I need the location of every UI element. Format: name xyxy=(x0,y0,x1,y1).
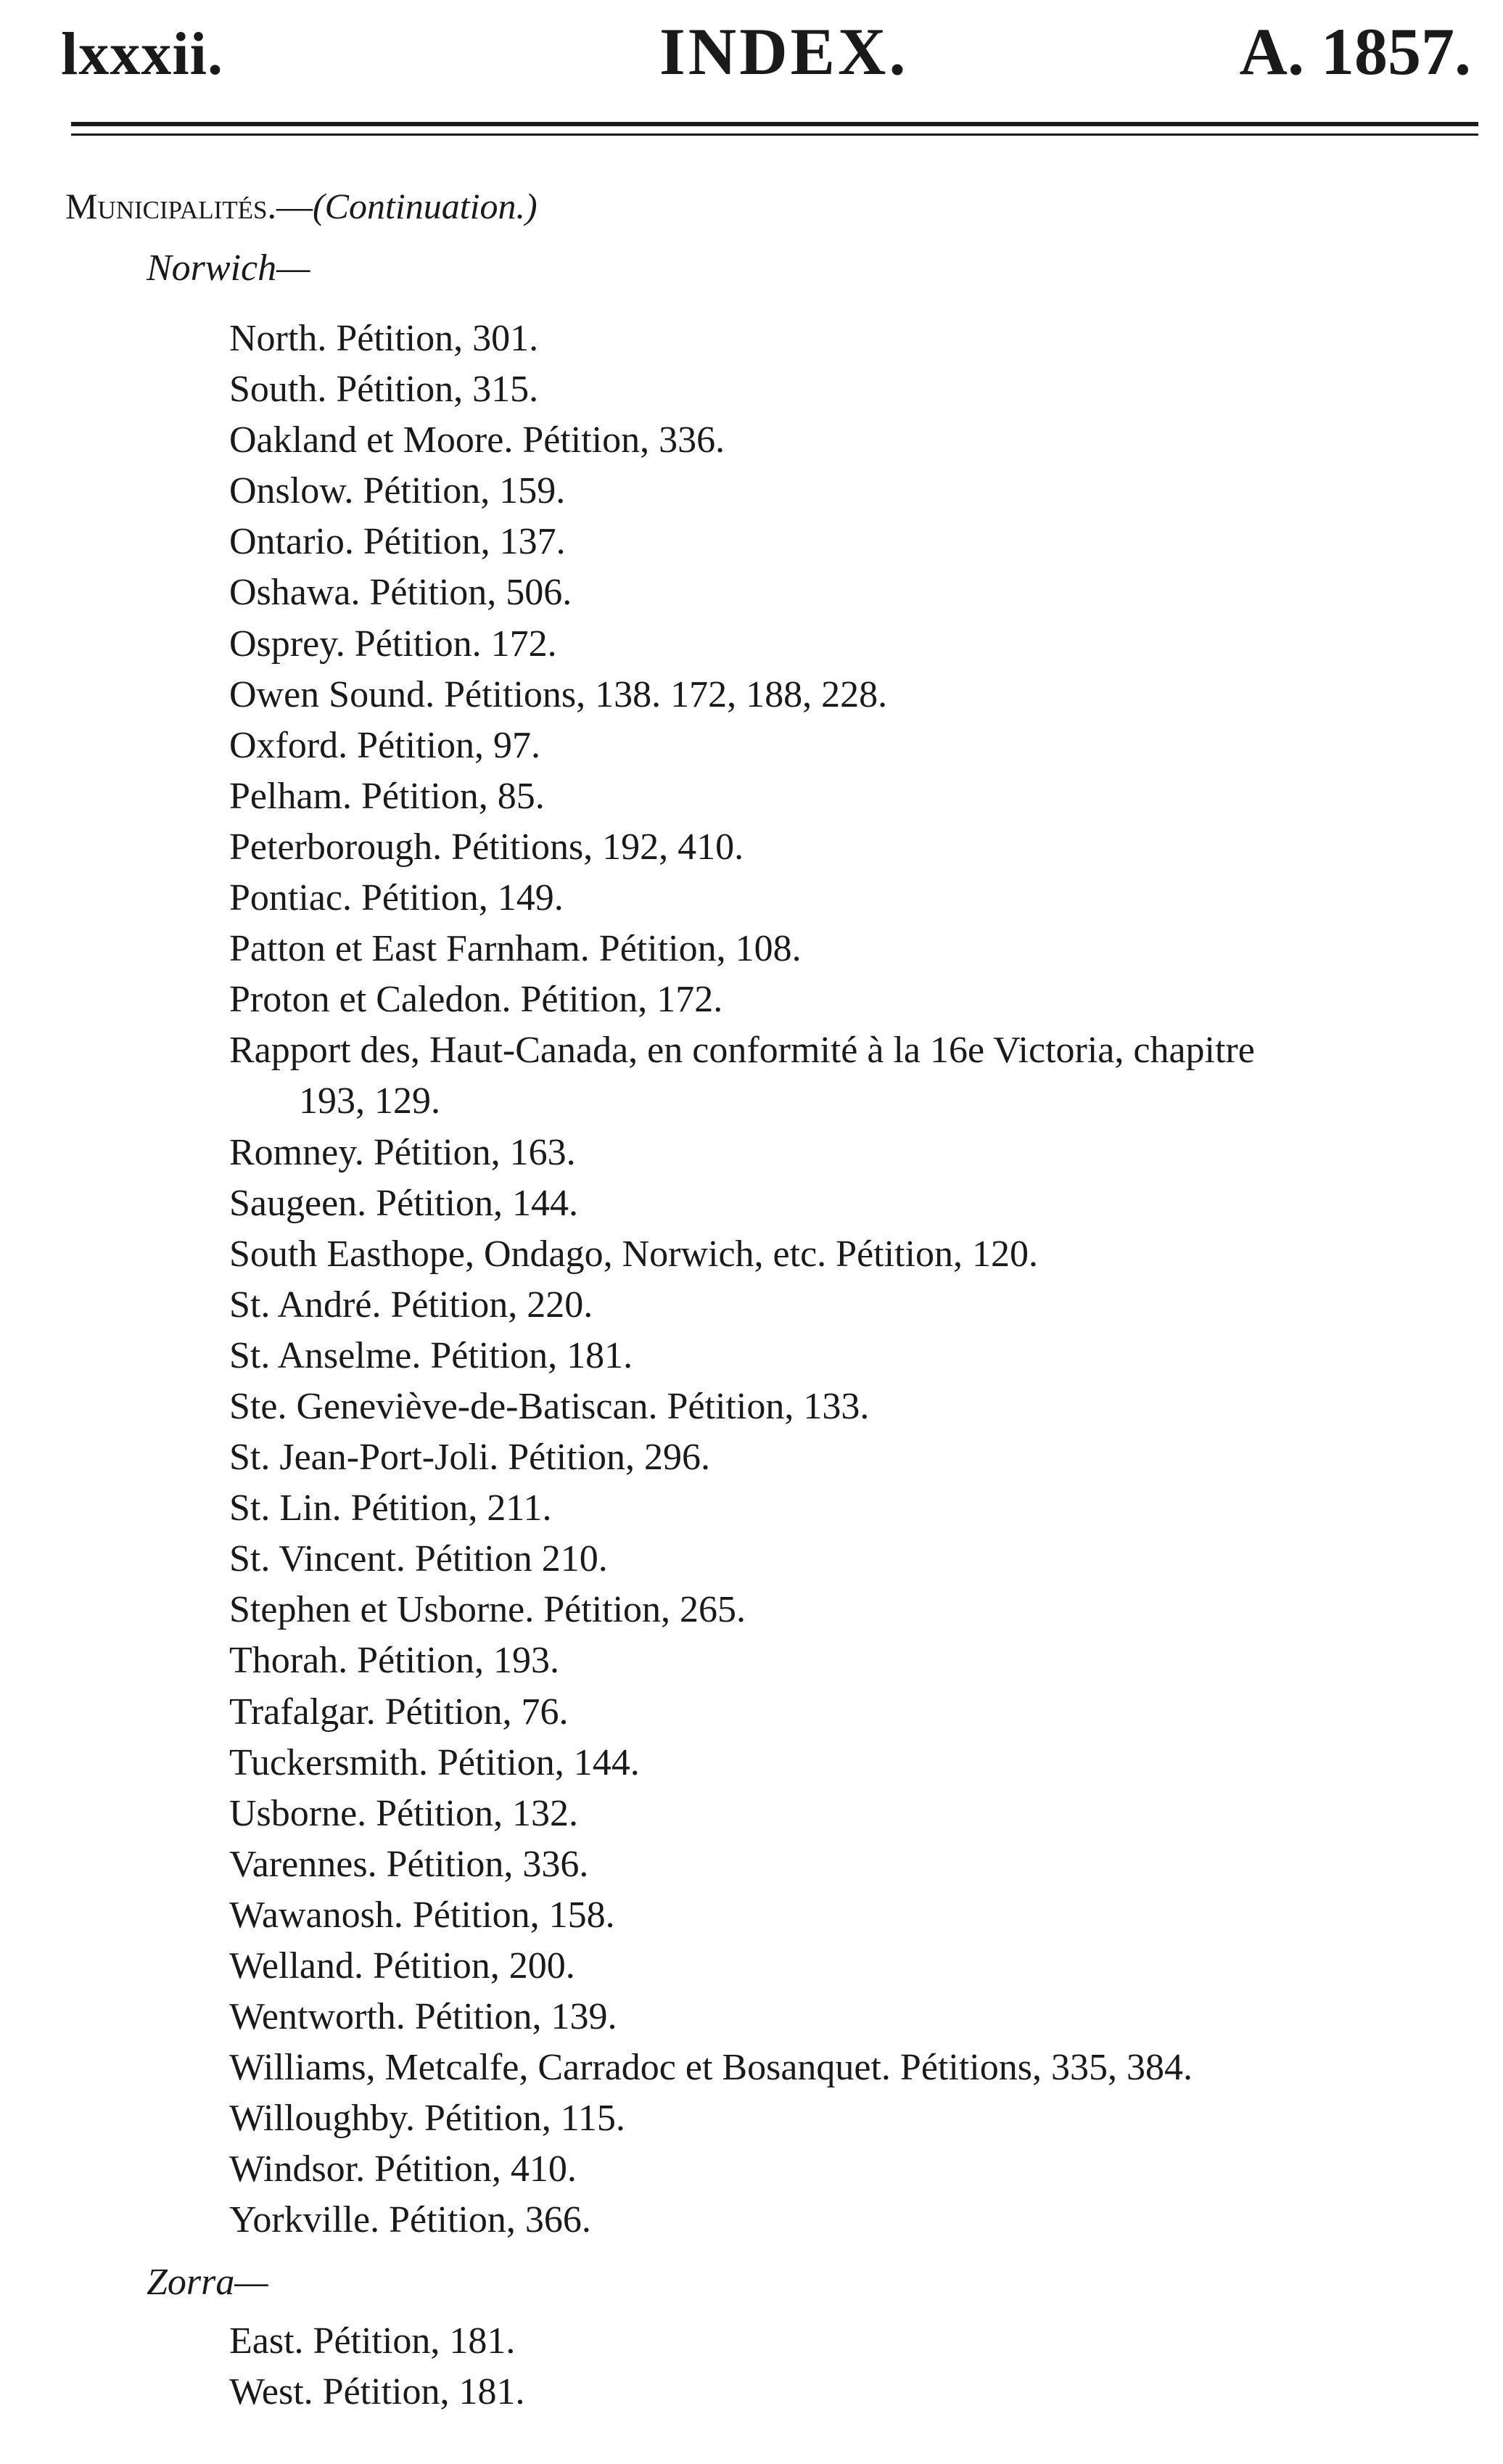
index-entry xyxy=(229,1381,1255,1432)
page-header xyxy=(61,13,1471,100)
index-entry-text: St. Jean-Port-Joli. Pétition, 296. xyxy=(229,1437,710,1479)
index-entry-text: St. Lin. Pétition, 211. xyxy=(229,1487,552,1529)
running-title: INDEX. xyxy=(659,15,909,89)
index-entry-text: Ontario. Pétition, 137. xyxy=(229,521,566,563)
index-entry-text: Stephen et Usborne. Pétition, 265. xyxy=(229,1589,746,1631)
index-entry-text: Welland. Pétition, 200. xyxy=(229,1945,575,1987)
index-entry xyxy=(229,1992,1255,2042)
index-entry-text: Tuckersmith. Pétition, 144. xyxy=(229,1741,640,1783)
index-entry-text: Peterborough. Pétitions, 192, 410. xyxy=(229,826,744,868)
index-entry-text: Wentworth. Pétition, 139. xyxy=(229,1996,617,2038)
index-entry-text: Williams, Metcalfe, Carradoc et Bosanquet. Pétitions, 335, 384. xyxy=(229,2047,1193,2089)
header-rule-thin xyxy=(71,134,1478,136)
index-entry-text: Patton et East Farnham. Pétition, 108. xyxy=(229,928,802,970)
index-entry-text: St. Vincent. Pétition 210. xyxy=(229,1538,608,1580)
index-entry xyxy=(229,670,1255,720)
index-entry xyxy=(229,517,1255,567)
index-entry-text: West. Pétition, 181. xyxy=(229,2371,525,2413)
index-entry-text: Usborne. Pétition, 132. xyxy=(229,1792,578,1834)
index-entry-text: Onslow. Pétition, 159. xyxy=(229,470,566,512)
index-entry-text: Thorah. Pétition, 193. xyxy=(229,1640,559,1682)
index-entry xyxy=(229,1432,1255,1483)
index-entry-text: South. Pétition, 315. xyxy=(229,369,539,411)
index-entry-text: North. Pétition, 301. xyxy=(229,318,539,359)
index-entry xyxy=(229,974,1255,1025)
index-entry-text: Oxford. Pétition, 97. xyxy=(229,724,540,766)
index-entry xyxy=(229,1331,1255,1381)
index-entry-text: Trafalgar. Pétition, 76. xyxy=(229,1691,569,1733)
index-entry xyxy=(229,873,1255,924)
index-entry xyxy=(229,822,1255,873)
index-entry xyxy=(229,567,1255,618)
section-continuation: (Continuation.) xyxy=(312,186,538,226)
index-entry-text: Osprey. Pétition. 172. xyxy=(229,623,557,665)
index-entry xyxy=(229,1738,1255,1789)
index-entry-text: East. Pétition, 181. xyxy=(229,2320,516,2362)
index-entry xyxy=(229,619,1255,670)
index-entry xyxy=(229,415,1255,466)
index-entry xyxy=(229,2144,1255,2195)
index-entry xyxy=(229,1890,1255,1941)
index-entry-text: South Easthope, Ondago, Norwich, etc. Pétition, 120. xyxy=(229,1233,1038,1275)
index-entry xyxy=(229,1025,1255,1127)
index-entry xyxy=(229,364,1255,415)
index-entry xyxy=(229,1229,1255,1280)
entry-list-norwich xyxy=(229,313,1255,2246)
index-entry-text: Proton et Caledon. Pétition, 172. xyxy=(229,979,723,1021)
index-entry-text: Yorkville. Pétition, 366. xyxy=(229,2199,591,2241)
header-rule-thick xyxy=(71,122,1478,126)
index-entry xyxy=(229,1280,1255,1331)
index-entry-text: Willoughby. Pétition, 115. xyxy=(229,2098,625,2140)
index-entry xyxy=(229,720,1255,771)
section-heading: Municipalités.—(Continuation.) xyxy=(65,186,538,226)
index-entry xyxy=(229,2042,1255,2093)
index-entry-text: Ste. Geneviève-de-Batiscan. Pétition, 133. xyxy=(229,1385,870,1427)
index-entry-text: Wawanosh. Pétition, 158. xyxy=(229,1894,615,1936)
index-entry xyxy=(229,313,1255,364)
index-entry xyxy=(229,1687,1255,1738)
section-heading-text: Municipalités. xyxy=(65,186,276,226)
index-entry-text: Saugeen. Pétition, 144. xyxy=(229,1182,578,1224)
index-entry-text: Oshawa. Pétition, 506. xyxy=(229,572,572,614)
index-entry-text: Owen Sound. Pétitions, 138. 172, 188, 228. xyxy=(229,673,888,715)
index-entry xyxy=(229,1483,1255,1534)
group-heading-norwich: Norwich— xyxy=(147,247,310,289)
index-entry-text: Rapport des, Haut-Canada, en conformité à la 16e Victoria, chapitre xyxy=(229,1030,1255,1072)
index-entry xyxy=(229,2316,524,2367)
index-entry xyxy=(229,924,1255,974)
entry-list-zorra xyxy=(229,2316,524,2418)
index-entry-text: St. André. Pétition, 220. xyxy=(229,1284,593,1326)
index-entry-text: Oakland et Moore. Pétition, 336. xyxy=(229,419,725,461)
index-entry-text: St. Anselme. Pétition, 181. xyxy=(229,1334,633,1376)
index-entry xyxy=(229,771,1255,822)
index-entry xyxy=(229,2093,1255,2144)
index-entry-text: Romney. Pétition, 163. xyxy=(229,1131,576,1173)
index-entry xyxy=(229,1585,1255,1635)
index-entry-text: Pontiac. Pétition, 149. xyxy=(229,877,564,919)
index-entry-text: Windsor. Pétition, 410. xyxy=(229,2148,577,2190)
index-entry xyxy=(229,1839,1255,1890)
index-entry xyxy=(229,466,1255,517)
index-entry xyxy=(229,2367,524,2418)
index-entry-text: Pelham. Pétition, 85. xyxy=(229,775,545,817)
group-heading-zorra: Zorra— xyxy=(147,2262,268,2303)
page-number: lxxxii. xyxy=(61,20,224,88)
index-entry-continuation: 193, 129. xyxy=(299,1080,440,1122)
index-entry xyxy=(229,1635,1255,1686)
index-entry xyxy=(229,2195,1255,2246)
session-year: A. 1857. xyxy=(1239,15,1471,89)
index-entry xyxy=(229,1128,1255,1178)
index-entry-text: Varennes. Pétition, 336. xyxy=(229,1843,589,1885)
index-entry xyxy=(229,1941,1255,1992)
index-entry xyxy=(229,1789,1255,1839)
index-entry xyxy=(229,1178,1255,1229)
index-entry xyxy=(229,1534,1255,1585)
